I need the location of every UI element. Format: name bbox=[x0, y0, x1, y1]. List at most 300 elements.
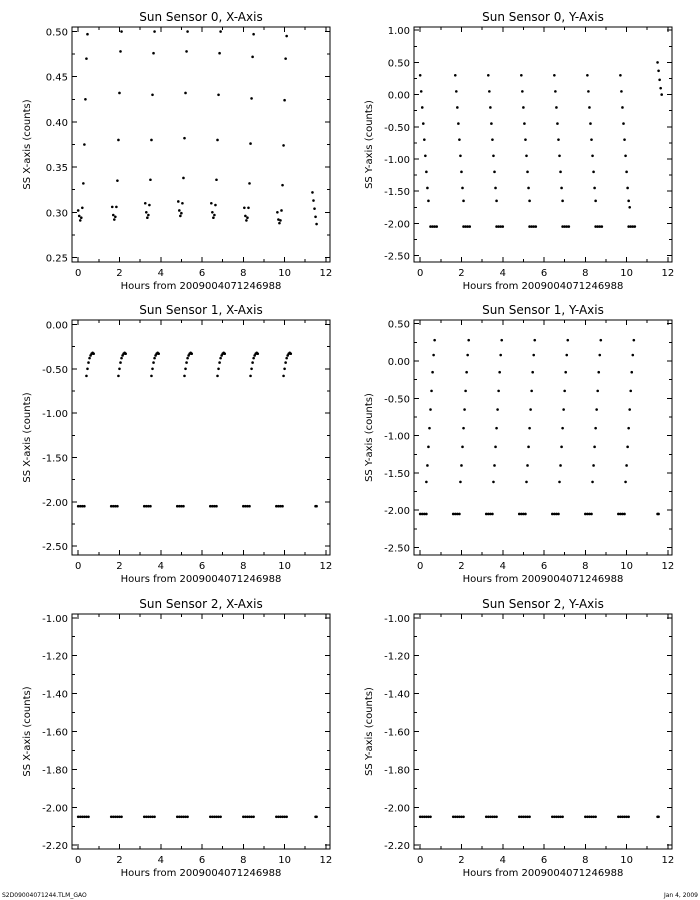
chart-3-ytick-label: -2.50 bbox=[384, 543, 410, 555]
chart-2-point bbox=[88, 357, 91, 360]
chart-0-point bbox=[244, 215, 247, 218]
chart-3-point bbox=[633, 339, 636, 342]
chart-1-point bbox=[554, 90, 557, 93]
chart-2-point bbox=[120, 357, 123, 360]
chart-3-point bbox=[463, 408, 466, 411]
chart-3-point bbox=[465, 371, 468, 374]
chart-2-xlabel: Hours from 2009004071246988 bbox=[120, 574, 282, 585]
chart-1-point bbox=[424, 154, 427, 157]
chart-1-xtick-label: 0 bbox=[417, 268, 424, 279]
chart-1-point bbox=[521, 90, 524, 93]
chart-3 bbox=[364, 303, 674, 585]
chart-0-ytick-label: 0.30 bbox=[45, 208, 68, 220]
chart-3-point bbox=[559, 464, 562, 467]
chart-0-point bbox=[184, 92, 187, 95]
chart-1-point bbox=[619, 74, 622, 77]
chart-1-point bbox=[526, 171, 529, 174]
chart-2-points bbox=[77, 352, 318, 508]
chart-2-point bbox=[186, 357, 189, 360]
chart-2-ytick-label: -1.50 bbox=[42, 453, 68, 465]
chart-2-xtick-label: 6 bbox=[198, 561, 206, 572]
chart-1-point bbox=[492, 154, 495, 157]
chart-3-point bbox=[499, 354, 502, 357]
chart-0-point bbox=[181, 202, 184, 205]
chart-2-point bbox=[282, 375, 285, 378]
chart-3-point bbox=[627, 427, 630, 430]
chart-0-point bbox=[183, 137, 186, 140]
chart-3-title: Sun Sensor 1, Y-Axis bbox=[482, 303, 604, 317]
chart-0-point bbox=[313, 207, 316, 210]
chart-3-ytick-label: -0.50 bbox=[384, 394, 410, 406]
chart-0-xtick-label: 0 bbox=[75, 268, 82, 279]
chart-2-point bbox=[217, 367, 220, 370]
chart-1-point bbox=[501, 225, 504, 228]
chart-0-point bbox=[314, 216, 317, 219]
chart-0-point bbox=[119, 50, 122, 53]
chart-2-point bbox=[86, 367, 89, 370]
chart-4-xtick-label: 0 bbox=[75, 855, 82, 866]
chart-1-point bbox=[558, 154, 561, 157]
chart-1-point bbox=[419, 74, 422, 77]
chart-0-point bbox=[81, 206, 84, 209]
chart-3-point bbox=[563, 390, 566, 393]
chart-0-point bbox=[120, 30, 123, 33]
chart-3-point bbox=[597, 371, 600, 374]
chart-3-xtick-label: 4 bbox=[499, 561, 506, 572]
chart-0-point bbox=[180, 212, 183, 215]
chart-5-xtick-label: 6 bbox=[540, 855, 548, 866]
chart-1-xtick-label: 12 bbox=[661, 268, 675, 279]
chart-1-xtick-label: 8 bbox=[582, 268, 589, 279]
chart-4-point bbox=[120, 815, 123, 818]
chart-1-point bbox=[457, 122, 460, 125]
chart-5-ytick-label: -1.80 bbox=[384, 765, 410, 777]
chart-3-point bbox=[460, 464, 463, 467]
chart-2-xtick-label: 8 bbox=[240, 561, 247, 572]
chart-2-point bbox=[184, 367, 187, 370]
chart-0-point bbox=[213, 214, 216, 217]
chart-1-point bbox=[459, 154, 462, 157]
chart-1-point bbox=[568, 225, 571, 228]
chart-1-point bbox=[626, 187, 629, 190]
chart-2-point bbox=[149, 505, 152, 508]
chart-3-ytick-label: 0.00 bbox=[387, 357, 410, 369]
chart-2 bbox=[22, 303, 332, 585]
chart-3-point bbox=[459, 481, 462, 484]
chart-3-point bbox=[625, 464, 628, 467]
chart-2-point bbox=[118, 367, 121, 370]
chart-0-point bbox=[185, 50, 188, 53]
chart-2-ylabel: SS X-axis (counts) bbox=[22, 392, 33, 483]
footer-filename: S2D09004071244.TLM_GAO bbox=[2, 892, 87, 899]
chart-1-point bbox=[659, 87, 662, 90]
chart-3-point bbox=[596, 390, 599, 393]
chart-0-point bbox=[86, 33, 89, 36]
chart-3-point bbox=[557, 513, 560, 516]
chart-1-point bbox=[525, 154, 528, 157]
chart-0-title: Sun Sensor 0, X-Axis bbox=[139, 10, 263, 24]
chart-1-point bbox=[488, 90, 491, 93]
chart-1-point bbox=[462, 200, 465, 203]
chart-0-point bbox=[114, 216, 117, 219]
chart-4-xtick-label: 2 bbox=[116, 855, 123, 866]
chart-0-point bbox=[284, 57, 287, 60]
chart-0-xtick-label: 12 bbox=[319, 268, 333, 279]
chart-2-ytick-label: 0.00 bbox=[45, 320, 68, 332]
chart-0-point bbox=[85, 57, 88, 60]
chart-0-ytick-label: 0.45 bbox=[45, 72, 68, 84]
chart-0-point bbox=[214, 204, 217, 207]
chart-1-point bbox=[527, 187, 530, 190]
chart-5-point bbox=[627, 815, 630, 818]
chart-3-point bbox=[527, 446, 530, 449]
chart-2-point bbox=[219, 357, 222, 360]
chart-2-point bbox=[182, 505, 185, 508]
chart-2-point bbox=[152, 361, 155, 364]
chart-0-ytick-label: 0.40 bbox=[45, 117, 68, 129]
chart-1-point bbox=[421, 106, 424, 109]
chart-1-point bbox=[658, 78, 661, 81]
chart-3-point bbox=[428, 427, 431, 430]
chart-1-point bbox=[561, 200, 564, 203]
chart-2-xtick-label: 12 bbox=[319, 561, 333, 572]
chart-3-point bbox=[528, 427, 531, 430]
chart-5-point bbox=[528, 815, 531, 818]
chart-4-ytick-label: -1.60 bbox=[42, 727, 68, 739]
chart-5-xtick-label: 10 bbox=[620, 855, 633, 866]
chart-2-point bbox=[124, 352, 127, 355]
chart-2-point bbox=[185, 361, 188, 364]
chart-1-ytick-label: -1.00 bbox=[384, 154, 410, 166]
chart-5-point bbox=[657, 815, 660, 818]
chart-1-point bbox=[460, 171, 463, 174]
chart-0-point bbox=[186, 30, 189, 33]
chart-4-xtick-label: 6 bbox=[198, 855, 206, 866]
chart-1-point bbox=[624, 154, 627, 157]
chart-0-point bbox=[315, 223, 318, 226]
chart-1-point bbox=[456, 106, 459, 109]
chart-1-title: Sun Sensor 0, Y-Axis bbox=[482, 10, 604, 24]
chart-3-point bbox=[592, 464, 595, 467]
chart-0-point bbox=[278, 222, 281, 225]
chart-0-point bbox=[151, 93, 154, 96]
chart-1-point bbox=[494, 187, 497, 190]
chart-1-point bbox=[601, 225, 604, 228]
chart-5-ylabel: SS Y-axis (counts) bbox=[364, 687, 375, 776]
chart-3-point bbox=[631, 354, 634, 357]
chart-1-point bbox=[593, 187, 596, 190]
chart-5-ytick-label: -1.60 bbox=[384, 727, 410, 739]
chart-3-point bbox=[558, 481, 561, 484]
chart-2-point bbox=[281, 505, 284, 508]
chart-1-point bbox=[588, 106, 591, 109]
chart-2-frame bbox=[72, 320, 330, 555]
chart-5-xlabel: Hours from 2009004071246988 bbox=[462, 868, 624, 879]
chart-3-point bbox=[464, 390, 467, 393]
chart-0-point bbox=[80, 216, 83, 219]
chart-0-point bbox=[248, 182, 251, 185]
chart-1-point bbox=[557, 138, 560, 141]
chart-3-point bbox=[496, 408, 499, 411]
chart-1-point bbox=[621, 106, 624, 109]
chart-1-xtick-label: 2 bbox=[458, 268, 465, 279]
chart-1-point bbox=[435, 225, 438, 228]
chart-1-point bbox=[423, 138, 426, 141]
chart-0-xlabel: Hours from 2009004071246988 bbox=[120, 281, 282, 292]
chart-1-point bbox=[528, 200, 531, 203]
chart-4-ytick-label: -1.40 bbox=[42, 689, 68, 701]
chart-0-point bbox=[282, 144, 285, 147]
chart-0-point bbox=[117, 139, 120, 142]
chart-0-point bbox=[285, 35, 288, 38]
chart-3-point bbox=[466, 354, 469, 357]
chart-3-point bbox=[566, 339, 569, 342]
chart-2-point bbox=[150, 375, 153, 378]
chart-0-point bbox=[210, 202, 213, 205]
chart-0-ytick-label: 0.25 bbox=[45, 253, 68, 265]
chart-0-point bbox=[149, 178, 152, 181]
chart-3-point bbox=[565, 354, 568, 357]
chart-5-frame bbox=[414, 614, 672, 849]
chart-2-ytick-label: -2.50 bbox=[42, 542, 68, 554]
chart-1-point bbox=[420, 90, 423, 93]
chart-5-xtick-label: 4 bbox=[499, 855, 506, 866]
chart-2-point bbox=[250, 367, 253, 370]
chart-3-point bbox=[429, 408, 432, 411]
chart-0-point bbox=[144, 202, 147, 205]
chart-1-point bbox=[422, 122, 425, 125]
chart-5-ytick-label: -2.20 bbox=[384, 841, 410, 853]
chart-3-point bbox=[529, 408, 532, 411]
chart-0-point bbox=[113, 218, 116, 221]
chart-4-ytick-label: -1.00 bbox=[42, 613, 68, 625]
chart-3-point bbox=[494, 446, 497, 449]
chart-1-ytick-label: 0.50 bbox=[387, 58, 410, 70]
chart-4-ylabel: SS X-axis (counts) bbox=[22, 686, 33, 777]
chart-0-xtick-label: 6 bbox=[198, 268, 206, 279]
chart-0-point bbox=[276, 211, 279, 214]
chart-0-point bbox=[247, 206, 250, 209]
chart-4-point bbox=[87, 815, 90, 818]
chart-4-xtick-label: 4 bbox=[157, 855, 164, 866]
chart-5-ytick-label: -1.20 bbox=[384, 651, 410, 663]
chart-5-ytick-label: -1.00 bbox=[384, 613, 410, 625]
footer-date: Jan 4, 2009 bbox=[663, 892, 698, 899]
chart-4-title: Sun Sensor 2, X-Axis bbox=[139, 597, 263, 611]
chart-3-point bbox=[462, 427, 465, 430]
chart-0-point bbox=[182, 177, 185, 180]
chart-3-point bbox=[433, 339, 436, 342]
chart-3-ytick-label: -1.00 bbox=[384, 431, 410, 443]
chart-4-xtick-label: 12 bbox=[319, 855, 333, 866]
chart-0 bbox=[22, 10, 332, 292]
chart-2-point bbox=[215, 505, 218, 508]
chart-1-point bbox=[458, 138, 461, 141]
chart-3-ytick-label: -1.50 bbox=[384, 468, 410, 480]
chart-3-point bbox=[595, 408, 598, 411]
chart-3-ytick-label: 0.50 bbox=[387, 319, 410, 331]
chart-1-point bbox=[556, 122, 559, 125]
chart-3-point bbox=[657, 513, 660, 516]
chart-2-point bbox=[251, 361, 254, 364]
chart-3-point bbox=[431, 371, 434, 374]
chart-3-xtick-label: 12 bbox=[661, 561, 675, 572]
chart-0-point bbox=[283, 99, 286, 102]
chart-3-xtick-label: 2 bbox=[458, 561, 465, 572]
chart-3-point bbox=[530, 390, 533, 393]
chart-4-frame bbox=[72, 614, 330, 849]
chart-1-ylabel: SS Y-axis (counts) bbox=[364, 100, 375, 189]
chart-0-frame bbox=[72, 27, 330, 262]
chart-1-point bbox=[493, 171, 496, 174]
chart-1-ytick-label: -1.50 bbox=[384, 187, 410, 199]
chart-3-point bbox=[628, 408, 631, 411]
chart-5-point bbox=[429, 815, 432, 818]
chart-2-point bbox=[218, 361, 221, 364]
chart-1-point bbox=[623, 138, 626, 141]
chart-1-point bbox=[591, 154, 594, 157]
chart-1-point bbox=[553, 74, 556, 77]
chart-0-point bbox=[153, 30, 156, 33]
chart-1-point bbox=[490, 122, 493, 125]
chart-0-point bbox=[179, 215, 182, 218]
chart-0-point bbox=[148, 204, 151, 207]
chart-0-point bbox=[251, 56, 254, 59]
chart-3-point bbox=[533, 339, 536, 342]
chart-3-point bbox=[629, 390, 632, 393]
chart-0-point bbox=[152, 52, 155, 55]
chart-1-ytick-label: -2.50 bbox=[384, 251, 410, 263]
chart-0-point bbox=[312, 199, 315, 202]
chart-1-points bbox=[419, 61, 663, 228]
chart-3-xtick-label: 10 bbox=[620, 561, 633, 572]
chart-3-point bbox=[495, 427, 498, 430]
chart-0-point bbox=[145, 211, 148, 214]
chart-2-point bbox=[223, 352, 226, 355]
chart-3-point bbox=[593, 446, 596, 449]
chart-1-xlabel: Hours from 2009004071246988 bbox=[462, 281, 624, 292]
chart-3-point bbox=[427, 446, 430, 449]
chart-3-point bbox=[623, 513, 626, 516]
chart-1-point bbox=[657, 69, 660, 72]
chart-3-point bbox=[561, 427, 564, 430]
chart-4-ytick-label: -2.20 bbox=[42, 841, 68, 853]
chart-4 bbox=[22, 597, 332, 879]
chart-3-point bbox=[461, 446, 464, 449]
chart-0-point bbox=[215, 178, 218, 181]
chart-1-point bbox=[559, 171, 562, 174]
chart-3-point bbox=[467, 339, 470, 342]
chart-3-point bbox=[532, 354, 535, 357]
chart-4-ytick-label: -2.00 bbox=[42, 803, 68, 815]
chart-2-point bbox=[116, 505, 119, 508]
chart-1-point bbox=[590, 138, 593, 141]
chart-3-point bbox=[630, 371, 633, 374]
chart-3-point bbox=[590, 513, 593, 516]
chart-0-point bbox=[116, 179, 119, 182]
chart-4-xtick-label: 8 bbox=[240, 855, 247, 866]
chart-1-point bbox=[628, 206, 631, 209]
chart-1-xtick-label: 6 bbox=[540, 268, 548, 279]
chart-0-point bbox=[146, 216, 149, 219]
chart-3-point bbox=[497, 390, 500, 393]
chart-0-point bbox=[249, 142, 252, 145]
chart-3-point bbox=[500, 339, 503, 342]
chart-4-point bbox=[186, 815, 189, 818]
chart-2-point bbox=[183, 375, 186, 378]
chart-2-point bbox=[315, 505, 318, 508]
chart-0-ylabel: SS X-axis (counts) bbox=[22, 99, 33, 190]
chart-0-point bbox=[250, 97, 253, 100]
chart-5-xtick-label: 8 bbox=[582, 855, 589, 866]
chart-0-point bbox=[82, 182, 85, 185]
chart-1-ytick-label: 0.00 bbox=[387, 90, 410, 102]
chart-1-point bbox=[524, 138, 527, 141]
chart-2-point bbox=[285, 357, 288, 360]
chart-3-point bbox=[594, 427, 597, 430]
chart-0-point bbox=[84, 98, 87, 101]
chart-1-point bbox=[425, 171, 428, 174]
chart-0-point bbox=[115, 206, 118, 209]
chart-0-point bbox=[211, 211, 214, 214]
chart-4-point bbox=[153, 815, 156, 818]
chart-0-point bbox=[280, 209, 283, 212]
chart-3-xtick-label: 8 bbox=[582, 561, 589, 572]
chart-4-xtick-label: 10 bbox=[278, 855, 291, 866]
chart-3-point bbox=[598, 354, 601, 357]
chart-2-title: Sun Sensor 1, X-Axis bbox=[139, 303, 263, 317]
chart-3-point bbox=[425, 481, 428, 484]
chart-0-xtick-label: 10 bbox=[278, 268, 291, 279]
chart-0-xtick-label: 2 bbox=[116, 268, 123, 279]
chart-0-point bbox=[177, 200, 180, 203]
chart-5-points bbox=[419, 815, 660, 818]
chart-0-point bbox=[147, 214, 150, 217]
chart-1-point bbox=[534, 225, 537, 228]
chart-0-point bbox=[150, 139, 153, 142]
chart-3-xtick-label: 0 bbox=[417, 561, 424, 572]
chart-2-point bbox=[252, 357, 255, 360]
chart-2-ytick-label: -0.50 bbox=[42, 364, 68, 376]
chart-1-point bbox=[594, 200, 597, 203]
chart-4-points bbox=[77, 815, 318, 818]
chart-4-xlabel: Hours from 2009004071246988 bbox=[120, 868, 282, 879]
chart-1-point bbox=[491, 138, 494, 141]
chart-4-point bbox=[219, 815, 222, 818]
chart-3-point bbox=[524, 513, 527, 516]
chart-1-point bbox=[487, 74, 490, 77]
chart-5-ytick-label: -2.00 bbox=[384, 803, 410, 815]
chart-3-point bbox=[562, 408, 565, 411]
chart-5-xtick-label: 12 bbox=[661, 855, 675, 866]
chart-1-point bbox=[587, 90, 590, 93]
chart-0-point bbox=[112, 214, 115, 217]
chart-2-point bbox=[151, 367, 154, 370]
chart-1-point bbox=[620, 90, 623, 93]
chart-2-point bbox=[190, 352, 193, 355]
chart-0-ytick-label: 0.50 bbox=[45, 27, 68, 39]
chart-3-points bbox=[419, 339, 660, 515]
chart-1-point bbox=[455, 90, 458, 93]
chart-1-point bbox=[489, 106, 492, 109]
chart-3-point bbox=[626, 446, 629, 449]
chart-1-point bbox=[523, 122, 526, 125]
chart-0-xtick-label: 8 bbox=[240, 268, 247, 279]
chart-5-point bbox=[594, 815, 597, 818]
chart-1-point bbox=[589, 122, 592, 125]
chart-1-point bbox=[656, 61, 659, 64]
chart-3-point bbox=[624, 481, 627, 484]
